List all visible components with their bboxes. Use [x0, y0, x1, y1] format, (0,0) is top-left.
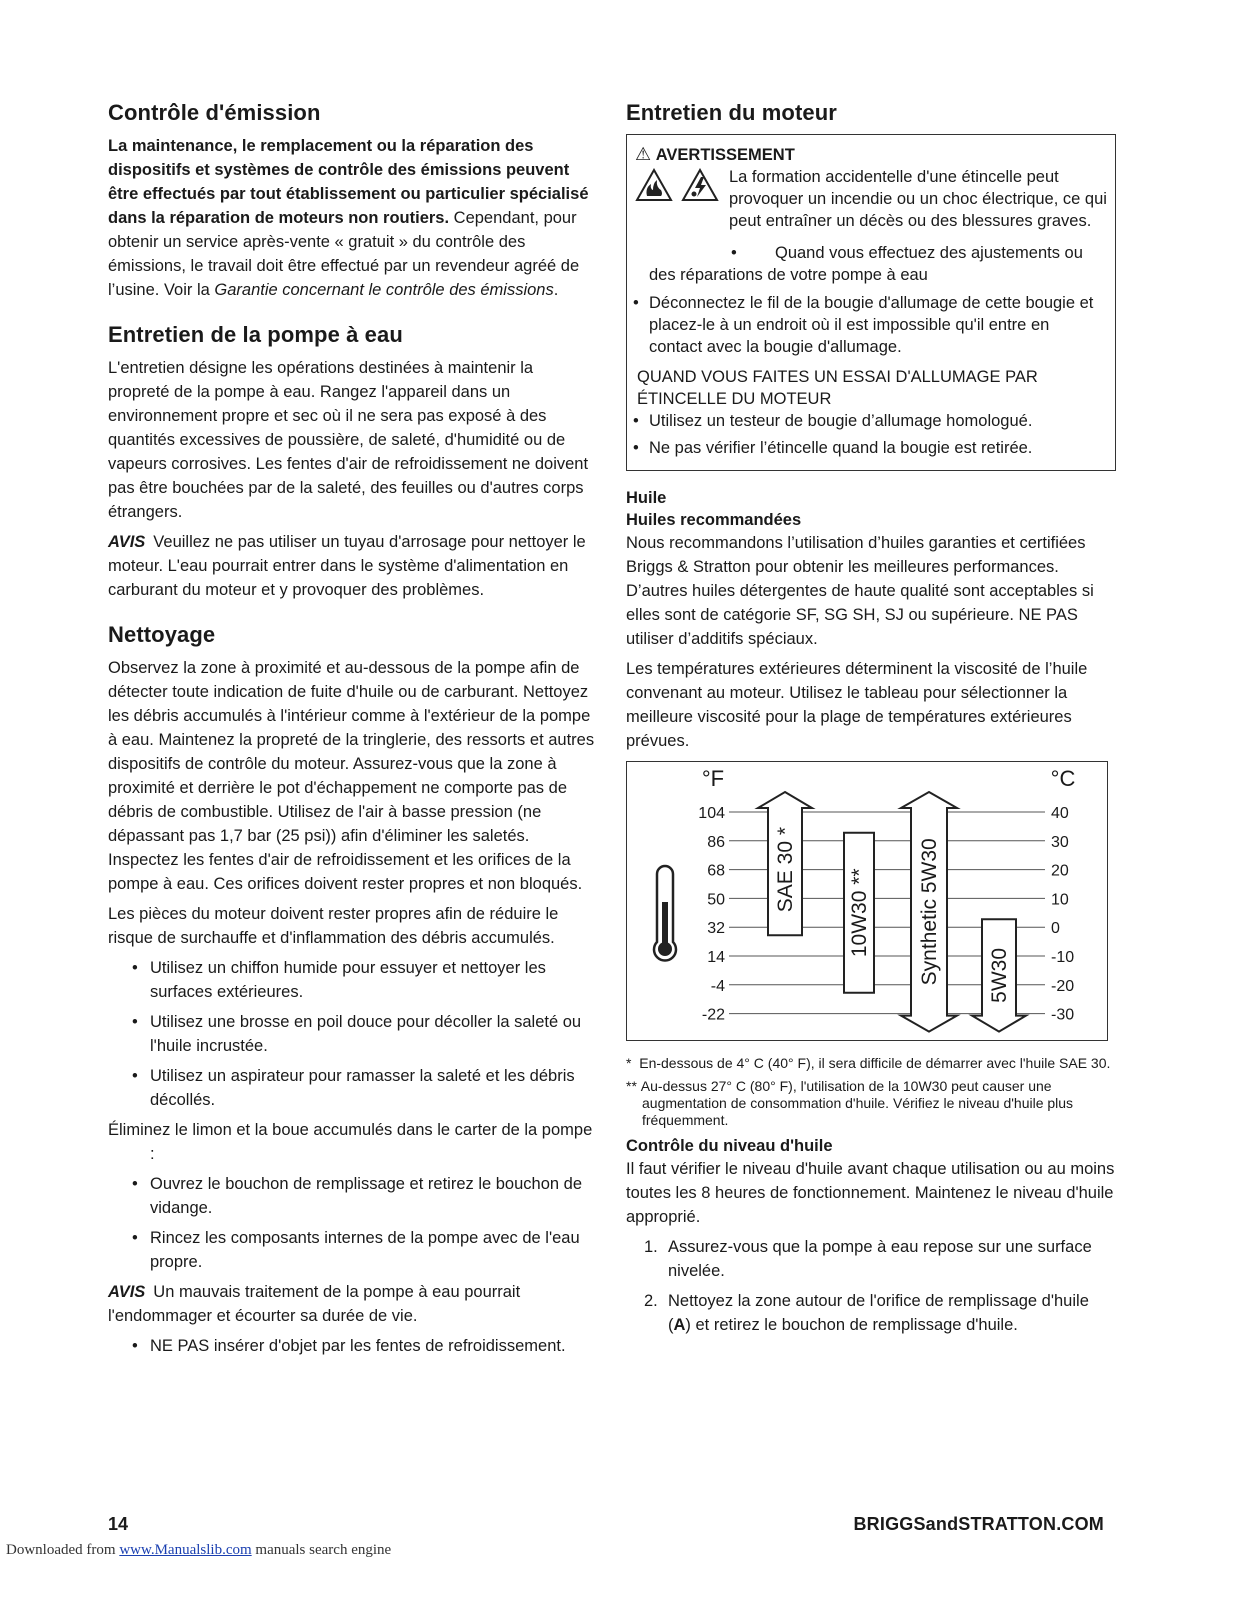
cleaning-avis — [108, 1280, 596, 1328]
cleaning-title: Nettoyage — [108, 622, 216, 647]
emission-title: Contrôle d'émission — [108, 100, 321, 125]
list-item — [644, 1289, 1116, 1337]
series-label: Synthetic 5W30 — [918, 838, 941, 986]
cleaning-list-3 — [108, 1334, 596, 1358]
warning-icons — [635, 166, 729, 202]
warning-indent-bullet — [635, 242, 1107, 264]
warning-text: La formation accidentelle d'une étincelle peut provoquer un incendie ou un choc électrique, ce qui peut entraîner un décès ou des blessures graves. — [729, 168, 1107, 230]
oil-title: Huile — [626, 489, 667, 507]
oil-paragraph-2: Les températures extérieures déterminent la viscosité de l’huile convenant au moteur. Utilisez le tableau pour sélectionner la meilleure viscosité pour la plage de températures extérieures prévues. — [626, 660, 1088, 750]
pump-avis — [108, 530, 596, 602]
pump-avis-text: Veuillez ne pas utiliser un tuyau d'arrosage pour nettoyer le moteur. L'eau pourrait entrer dans le système d'alimentation en carburant du moteur et y provoquer des problèmes. — [108, 533, 586, 599]
pump-title: Entretien de la pompe à eau — [108, 322, 403, 347]
emission-text: Cependant, pour obtenir un service après-vente « gratuit » du contrôle des émissions, le travail doit être effectué par un revendeur agréé de l’usine. Voir la — [108, 209, 580, 299]
list-item: • Rincez les composants internes de la pompe avec de l'eau propre. — [150, 1226, 596, 1274]
tick-label-celsius: -20 — [1051, 977, 1075, 995]
tick-label-celsius: 10 — [1051, 891, 1069, 909]
warning-indent-cont: des réparations de votre pompe à eau — [649, 266, 928, 284]
cleaning-paragraph-1: Observez la zone à proximité et au-dessous de la pompe afin de détecter toute indication de fuite d'huile ou de carburant. Nettoyez les débris accumulés à l'intérieur comme à l'extérieur de la pompe à eau. Maintenez la propreté de la tringlerie, des ressorts et autres dispositifs de contrôle du moteur. Assurez-vous que la zone à proximité et derrière le pot d'échappement ne comporte pas de débris de combustible. Utilisez de l'air à basse pression (ne dépassant pas 1,7 bar (25 psi)) afin d'éliminer les saletés. Inspectez les fentes d'air de refroidissement et les orifices de la pompe à eau. Ces orifices doivent rester propres et non bloqués. — [108, 659, 595, 893]
oil-level-steps — [626, 1235, 1116, 1337]
tick-label-fahrenheit: 32 — [707, 920, 725, 938]
step-text-bold: A — [673, 1316, 686, 1334]
series-label: 5W30 — [988, 947, 1011, 1003]
step-text-post: ) et retirez le bouchon de remplissage d'huile. — [685, 1316, 1018, 1334]
oil-subtitle: Huiles recommandées — [626, 511, 802, 529]
warning-box — [626, 134, 1116, 471]
warning-bullet-list-1 — [635, 292, 1107, 358]
emission-warranty-ref: Garantie concernant le contrôle des émissions — [214, 281, 554, 299]
download-post: manuals search engine — [251, 1542, 392, 1558]
list-item: • Ouvrez le bouchon de remplissage et retirez le bouchon de vidange. — [150, 1172, 596, 1220]
download-pre: Downloaded from — [6, 1542, 120, 1558]
cleaning-section — [108, 622, 596, 1358]
tick-label-fahrenheit: 68 — [707, 862, 725, 880]
list-item: • Utilisez une brosse en poil douce pour décoller la saleté ou l'huile incrustée. — [150, 1010, 596, 1058]
warning-caps-heading: QUAND VOUS FAITES UN ESSAI D'ALLUMAGE PAR ÉTINCELLE DU MOTEUR — [637, 368, 1038, 408]
warning-triangle-icon: ⚠ — [635, 144, 652, 164]
tick-label-fahrenheit: 104 — [698, 805, 725, 822]
series-label: 10W30 ** — [848, 868, 871, 958]
note-2-mark: ** — [626, 1078, 637, 1094]
viscosity-chart — [626, 761, 1108, 1041]
download-link[interactable]: www.Manualslib.com — [119, 1542, 252, 1558]
tick-label-fahrenheit: -22 — [701, 1006, 725, 1024]
emission-paragraph — [108, 134, 596, 302]
warning-row — [635, 166, 1107, 232]
cleaning-paragraph-3: Éliminez le limon et la boue accumulés dans le carter de la pompe : — [108, 1121, 593, 1163]
step-number: 2. — [644, 1292, 658, 1310]
cleaning-list-1 — [108, 956, 596, 1112]
list-item: • Utilisez un aspirateur pour ramasser la saleté et les débris décollés. — [150, 1064, 596, 1112]
note-1-text: En-dessous de 4° C (40° F), il sera difficile de démarrer avec l'huile SAE 30. — [639, 1055, 1111, 1071]
pump-avis-label: AVIS — [108, 533, 146, 551]
tick-label-celsius: 40 — [1051, 805, 1069, 822]
oil-level-paragraph: Il faut vérifier le niveau d'huile avant chaque utilisation ou au moins toutes les 8 heures de fonctionnement. Maintenez le niveau d'huile approprié. — [626, 1160, 1115, 1226]
tick-label-celsius: 0 — [1051, 920, 1060, 938]
step-text-pre: Nettoyez la zone autour de l'orifice de remplissage d'huile ( — [668, 1292, 1089, 1334]
pump-section — [108, 322, 596, 602]
list-item: • Déconnectez le fil de la bougie d'allumage de cette bougie et placez-le à un endroit où il est impossible qu'il entre en contact avec la bougie d'allumage. — [639, 292, 1107, 358]
oil-paragraph-1: Nous recommandons l’utilisation d’huiles garanties et certifiées Briggs & Stratton pour obtenir les meilleures performances. D’autres huiles détergentes de haute qualité sont acceptables si elles sont de catégorie SF, SG SH, SJ ou supérieure. NE PAS utiliser d’additifs spéciaux. — [626, 534, 1094, 648]
note-1-mark: * — [626, 1055, 632, 1071]
list-item: • Utilisez un chiffon humide pour essuyer et nettoyer les surfaces extérieures. — [150, 956, 596, 1004]
cleaning-avis-text: Un mauvais traitement de la pompe à eau pourrait l'endommager et écourter sa durée de vie. — [108, 1283, 521, 1325]
warning-header — [635, 143, 1107, 166]
list-item: • Ne pas vérifier l’étincelle quand la bougie est retirée. — [639, 437, 1107, 459]
download-note — [6, 1542, 391, 1559]
thermometer-bulb — [658, 942, 672, 956]
list-item: • NE PAS insérer d'objet par les fentes de refroidissement. — [150, 1334, 596, 1358]
viscosity-chart-svg — [627, 762, 1107, 1040]
note-2 — [626, 1078, 1116, 1129]
right-column — [626, 100, 1116, 1343]
tick-label-celsius: 20 — [1051, 862, 1069, 880]
warning-bullet-list-2 — [635, 410, 1107, 459]
step-number: 1. — [644, 1238, 658, 1256]
cleaning-list-2 — [108, 1172, 596, 1274]
cleaning-avis-label: AVIS — [108, 1283, 146, 1301]
series-label: SAE 30 * — [774, 826, 797, 913]
cleaning-paragraph-2: Les pièces du moteur doivent rester propres afin de réduire le risque de surchauffe et d'inflammation des débris accumulés. — [108, 905, 559, 947]
tick-label-fahrenheit: 14 — [707, 949, 725, 966]
emission-bold-text: La maintenance, le remplacement ou la réparation des dispositifs et systèmes de contrôle des émissions peuvent être effectués par tout établissement ou particulier spécialisé dans la réparation de moteurs non routiers. — [108, 137, 589, 227]
footer-website: BRIGGSandSTRATTON.COM — [853, 1514, 1104, 1534]
thermometer-fill — [662, 902, 668, 947]
list-item: • Utilisez un testeur de bougie d’allumage homologué. — [639, 410, 1107, 432]
tick-label-celsius: 30 — [1051, 833, 1069, 851]
pump-paragraph: L'entretien désigne les opérations destinées à maintenir la propreté de la pompe à eau. Rangez l'appareil dans un environnement propre et sec où il ne sera pas exposé à des quantités excessives de poussière, de saleté, d'humidité ou de vapeurs corrosives. Les fentes d'air de refroidissement ne doivent pas être bouchées par de la saleté, des feuilles ou d'autres corps étrangers. — [108, 359, 589, 521]
tick-label-fahrenheit: -4 — [710, 977, 725, 995]
step-text: Assurez-vous que la pompe à eau repose sur une surface nivelée. — [668, 1238, 1092, 1280]
note-1 — [626, 1055, 1116, 1072]
warning-indent-bullet-text: Quand vous effectuez des ajustements ou — [775, 244, 1083, 262]
emission-end: . — [553, 281, 559, 299]
tick-label-celsius: -30 — [1051, 1006, 1075, 1024]
page-number: 14 — [108, 1514, 129, 1534]
engine-title: Entretien du moteur — [626, 100, 837, 125]
oil-level-title: Contrôle du niveau d'huile — [626, 1137, 833, 1155]
bullet-icon: • — [731, 244, 737, 262]
unit-celsius: °C — [1050, 766, 1076, 791]
unit-fahrenheit: °F — [701, 766, 725, 791]
electric-shock-icon — [681, 168, 719, 202]
tick-label-fahrenheit: 50 — [707, 891, 725, 909]
emission-section — [108, 100, 596, 302]
note-2-text: Au-dessus 27° C (80° F), l'utilisation de la 10W30 peut causer une augmentation de consommation d'huile. Vérifiez le niveau d'huile plus fréquemment. — [640, 1078, 1074, 1128]
left-column — [108, 100, 596, 1378]
warning-label: AVERTISSEMENT — [655, 146, 795, 164]
fire-hazard-icon — [635, 168, 673, 202]
tick-label-fahrenheit: 86 — [707, 833, 725, 851]
list-item — [644, 1235, 1116, 1283]
tick-label-celsius: -10 — [1051, 949, 1075, 966]
